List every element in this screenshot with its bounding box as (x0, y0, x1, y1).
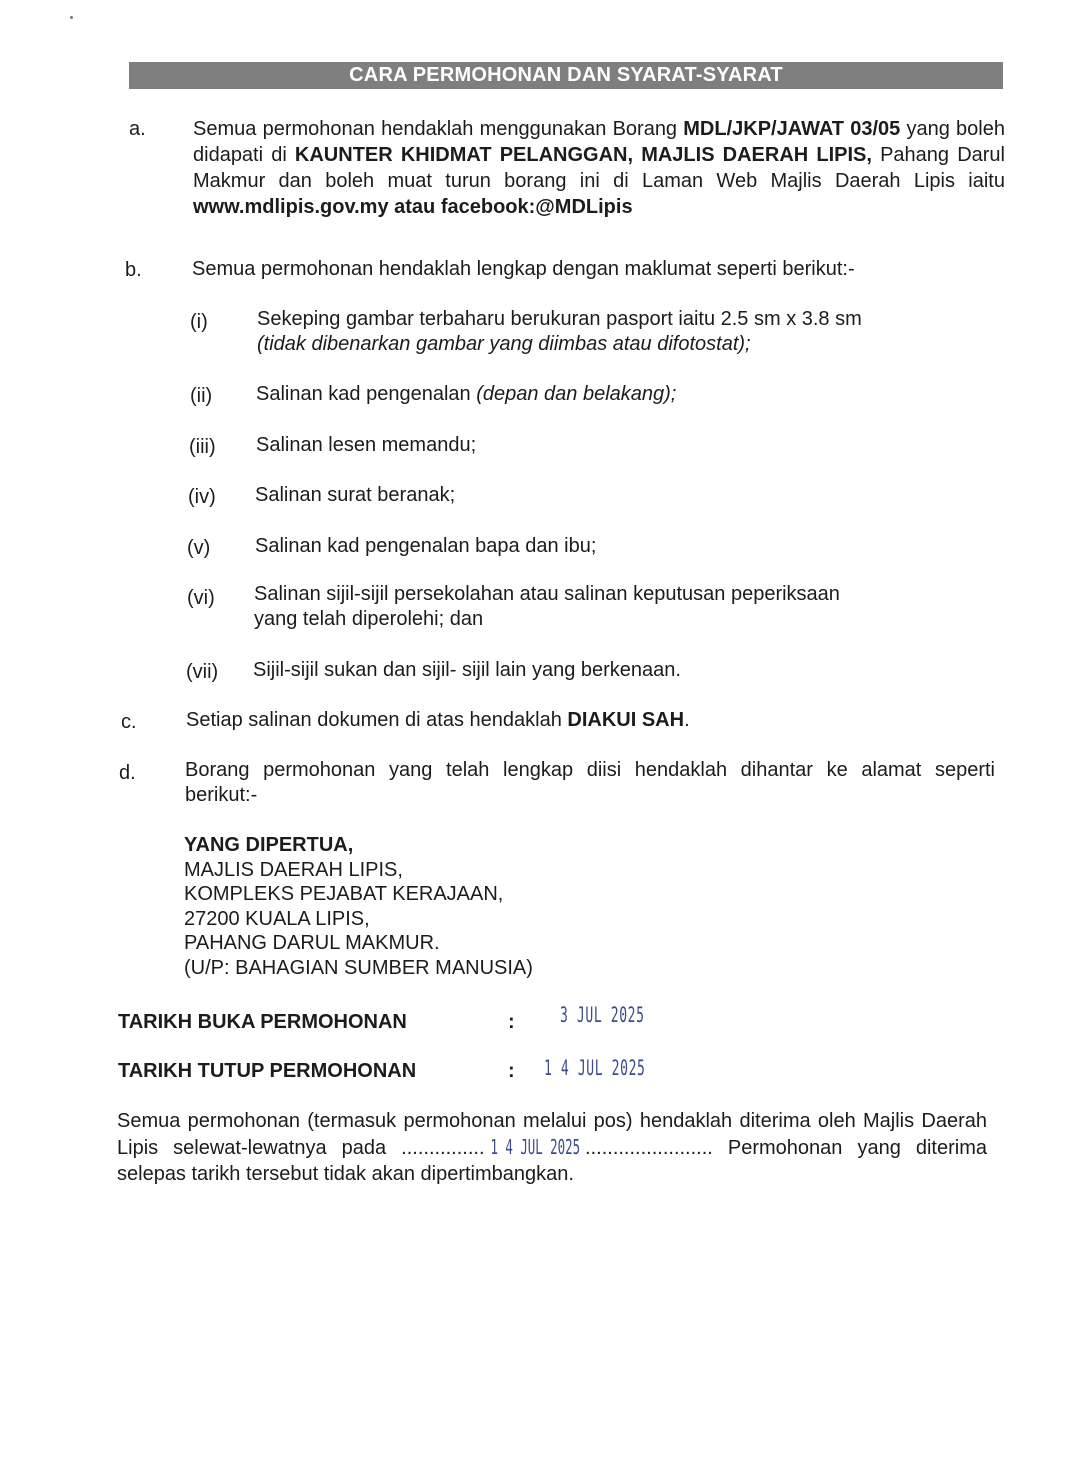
sub-ii-text: Salinan kad pengenalan (depan dan belakang); (256, 383, 677, 405)
address-block (184, 833, 533, 981)
address-line: (U/P: BAHAGIAN SUMBER MANUSIA) (184, 956, 533, 979)
sub-i-line1: Sekeping gambar terbaharu berukuran pasport iaitu 2.5 sm x 3.8 sm (257, 308, 862, 330)
item-a-text: Semua permohonan hendaklah menggunakan Borang MDL/JKP/JAWAT 03/05 yang boleh didapati di KAUNTER KHIDMAT PELANGGAN, MAJLIS DAERAH LIPIS, Pahang Darul Makmur dan boleh muat turun borang ini di Laman Web Majlis Daerah Lipis iaitu www.mdlipis.gov.my atau facebook:@MDLipis (193, 118, 1005, 218)
item-a-marker: a. (129, 118, 146, 140)
item-d-marker: d. (119, 762, 136, 784)
sub-i-marker: (i) (190, 311, 208, 333)
address-line: YANG DIPERTUA, (184, 834, 354, 856)
sub-iv-marker: (iv) (188, 486, 216, 508)
item-d-line2: berikut:- (185, 784, 258, 806)
section-header: CARA PERMOHONAN DAN SYARAT-SYARAT (129, 62, 1003, 89)
counter-name: KAUNTER KHIDMAT PELANGGAN, MAJLIS DAERAH LIPIS, (294, 144, 872, 166)
sub-vi-marker: (vi) (187, 587, 215, 609)
form-code: MDL/JKP/JAWAT 03/05 (683, 118, 901, 140)
open-date-label: TARIKH BUKA PERMOHONAN (118, 1011, 407, 1033)
sub-vi-line1: Salinan sijil-sijil persekolahan atau salinan keputusan peperiksaan (254, 583, 840, 605)
open-date-stamp: 3 JUL 2025 (560, 1003, 645, 1027)
item-b-marker: b. (125, 259, 142, 281)
address-line: KOMPLEKS PEJABAT KERAJAAN, (184, 883, 504, 906)
item-b-text: Semua permohonan hendaklah lengkap dengan maklumat seperti berikut:- (192, 258, 855, 280)
closing-paragraph: Semua permohonan (termasuk permohonan melalui pos) hendaklah diterima oleh Majlis Daerah Lipis selewat-lewatnya pada ............... 1 4 JUL 2025 ....................... Permohonan yang diterima selepas tarikh tersebut tidak akan dipertimbangkan. (117, 1110, 987, 1185)
address-line: PAHANG DARUL MAKMUR. (184, 932, 440, 955)
sub-vii-marker: (vii) (186, 661, 219, 683)
close-date-label: TARIKH TUTUP PERMOHONAN (118, 1060, 417, 1082)
open-date-colon: : (508, 1011, 515, 1033)
sub-vi-line2: yang telah diperolehi; dan (254, 608, 484, 630)
item-c-marker: c. (121, 711, 137, 733)
sub-v-marker: (v) (187, 537, 211, 559)
sub-iv-text: Salinan surat beranak; (255, 484, 456, 506)
address-line: 27200 KUALA LIPIS, (184, 907, 370, 930)
sub-ii-marker: (ii) (190, 385, 213, 407)
deadline-stamp: 1 4 JUL 2025 (489, 1135, 580, 1159)
sub-iii-marker: (iii) (189, 436, 216, 458)
sub-vii-text: Sijil-sijil sukan dan sijil- sijil lain yang berkenaan. (253, 659, 681, 681)
item-d-line1: Borang permohonan yang telah lengkap diisi hendaklah dihantar ke alamat seperti (185, 759, 995, 781)
address-line: MAJLIS DAERAH LIPIS, (184, 858, 403, 881)
item-c-text: Setiap salinan dokumen di atas hendaklah DIAKUI SAH. (186, 709, 690, 731)
close-date-stamp: 1 4 JUL 2025 (544, 1056, 646, 1080)
close-date-colon: : (508, 1060, 515, 1082)
sub-v-text: Salinan kad pengenalan bapa dan ibu; (255, 535, 597, 557)
sub-iii-text: Salinan lesen memandu; (256, 434, 477, 456)
scan-speck (70, 16, 73, 19)
website-link: www.mdlipis.gov.my atau facebook:@MDLipis (193, 196, 633, 218)
sub-i-line2: (tidak dibenarkan gambar yang diimbas atau difotostat); (257, 333, 751, 355)
